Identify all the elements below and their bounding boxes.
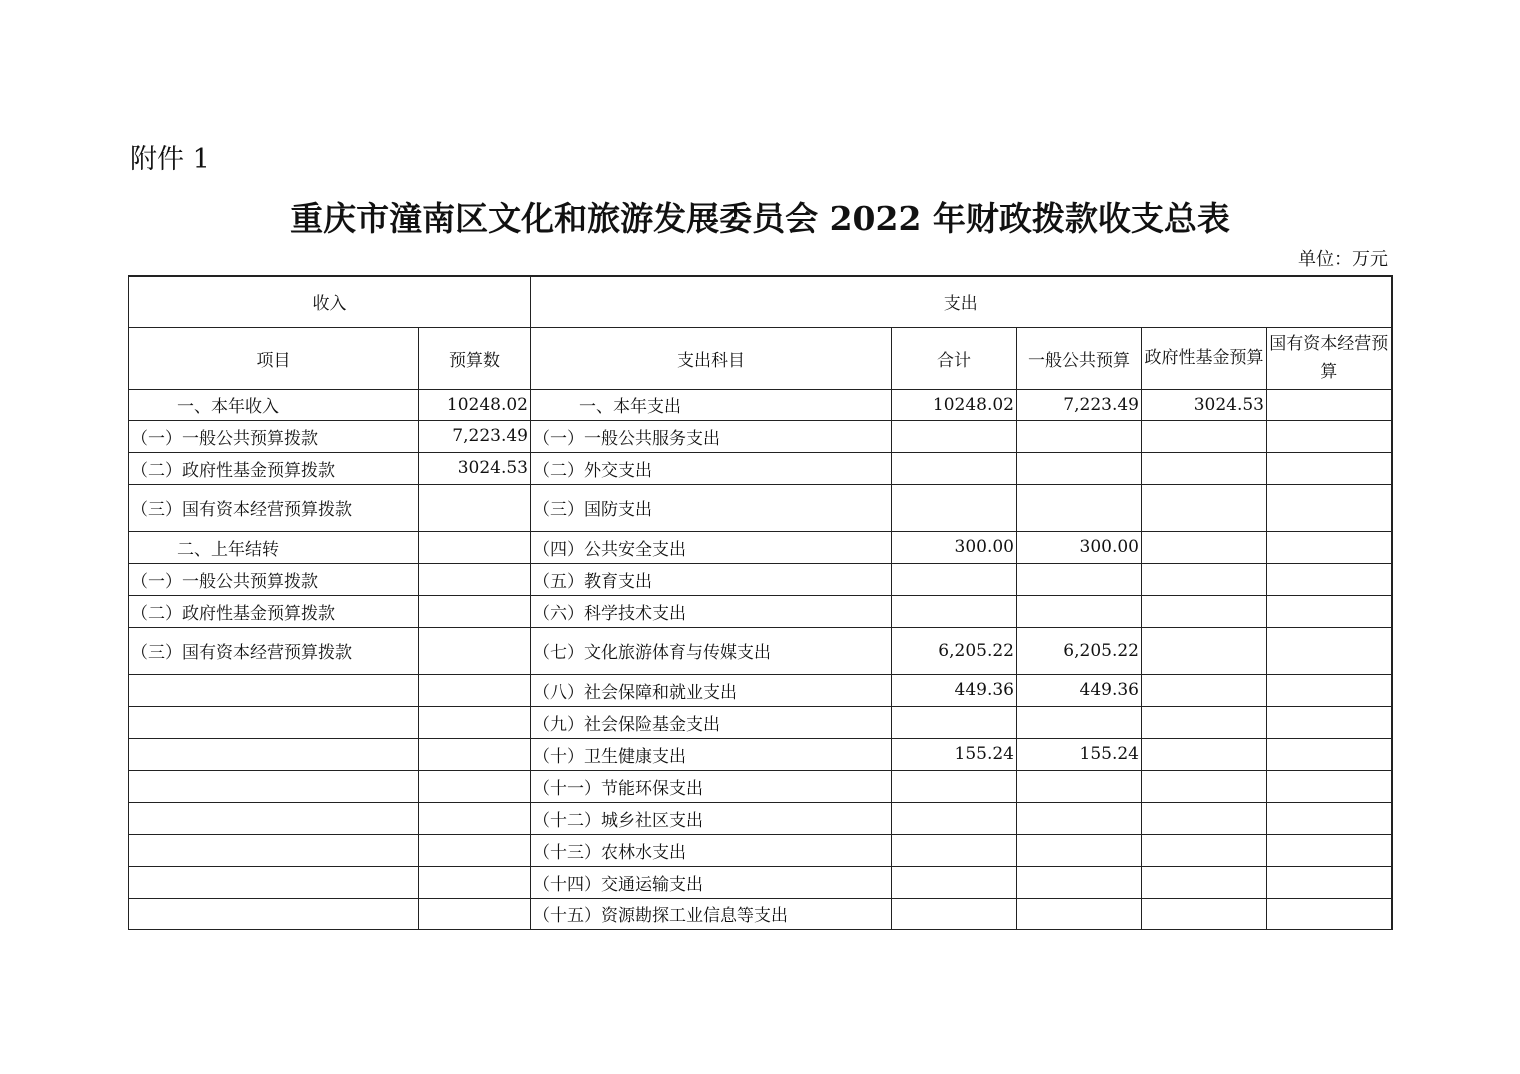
table-row	[129, 420, 1392, 452]
fund-budget-cell	[1142, 706, 1267, 738]
general-budget-cell	[1017, 834, 1142, 866]
income-budget-cell	[419, 802, 531, 834]
fund-budget-cell	[1142, 898, 1267, 929]
expense-subject-cell: （十二）城乡社区支出	[531, 802, 892, 834]
income-budget-cell	[419, 898, 531, 929]
income-budget-cell	[419, 563, 531, 595]
table-row	[129, 452, 1392, 484]
table-row	[129, 802, 1392, 834]
general-budget-cell	[1017, 452, 1142, 484]
table-row	[129, 563, 1392, 595]
income-budget-cell	[419, 770, 531, 802]
expense-subject-cell: （三）国防支出	[531, 484, 892, 531]
income-budget-cell: 3024.53	[419, 452, 531, 484]
expense-subject-cell: （九）社会保险基金支出	[531, 706, 892, 738]
fund-budget-cell	[1142, 595, 1267, 627]
column-header-expense-subject: 支出科目	[531, 327, 892, 389]
state-capital-budget-cell	[1267, 389, 1392, 420]
income-item-cell: （一）一般公共预算拨款	[129, 420, 419, 452]
expense-subject-cell: （十一）节能环保支出	[531, 770, 892, 802]
income-item-cell: （二）政府性基金预算拨款	[129, 595, 419, 627]
expense-subject-cell: （十）卫生健康支出	[531, 738, 892, 770]
state-capital-budget-cell	[1267, 627, 1392, 674]
table-row	[129, 674, 1392, 706]
income-item-cell	[129, 674, 419, 706]
general-budget-cell	[1017, 866, 1142, 898]
state-capital-budget-cell	[1267, 484, 1392, 531]
total-cell	[892, 866, 1017, 898]
total-cell: 449.36	[892, 674, 1017, 706]
expense-subject-cell: （七）文化旅游体育与传媒支出	[531, 627, 892, 674]
column-header-general-budget: 一般公共预算	[1017, 327, 1142, 389]
state-capital-budget-cell	[1267, 802, 1392, 834]
expense-subject-cell: （二）外交支出	[531, 452, 892, 484]
total-cell	[892, 563, 1017, 595]
fund-budget-cell	[1142, 484, 1267, 531]
general-budget-cell	[1017, 595, 1142, 627]
income-budget-cell: 7,223.49	[419, 420, 531, 452]
state-capital-budget-cell	[1267, 563, 1392, 595]
expense-subject-cell: （五）教育支出	[531, 563, 892, 595]
column-header-total: 合计	[892, 327, 1017, 389]
income-item-cell: （二）政府性基金预算拨款	[129, 452, 419, 484]
unit-label: 单位：万元	[1298, 249, 1388, 270]
total-cell	[892, 484, 1017, 531]
general-budget-cell: 7,223.49	[1017, 389, 1142, 420]
state-capital-budget-cell	[1267, 738, 1392, 770]
expense-subject-cell: 一、本年支出	[531, 389, 892, 420]
total-cell	[892, 420, 1017, 452]
budget-table	[128, 275, 1393, 930]
general-budget-cell	[1017, 563, 1142, 595]
total-cell: 6,205.22	[892, 627, 1017, 674]
column-header-budget: 预算数	[419, 327, 531, 389]
table-group-header-row	[129, 276, 1392, 327]
income-item-cell	[129, 770, 419, 802]
attachment-label: 附件 1	[130, 144, 210, 175]
state-capital-budget-cell	[1267, 452, 1392, 484]
general-budget-cell: 449.36	[1017, 674, 1142, 706]
income-item-cell	[129, 738, 419, 770]
total-cell	[892, 802, 1017, 834]
table-row	[129, 738, 1392, 770]
total-cell	[892, 706, 1017, 738]
fund-budget-cell	[1142, 531, 1267, 563]
income-budget-cell	[419, 674, 531, 706]
income-item-cell	[129, 898, 419, 929]
total-cell	[892, 452, 1017, 484]
total-cell	[892, 898, 1017, 929]
state-capital-budget-cell	[1267, 898, 1392, 929]
table-row	[129, 389, 1392, 420]
table-row	[129, 531, 1392, 563]
table-row	[129, 834, 1392, 866]
income-budget-cell	[419, 595, 531, 627]
total-cell: 300.00	[892, 531, 1017, 563]
table-row	[129, 898, 1392, 929]
state-capital-budget-cell	[1267, 595, 1392, 627]
state-capital-budget-cell	[1267, 770, 1392, 802]
expense-subject-cell: （八）社会保障和就业支出	[531, 674, 892, 706]
general-budget-cell: 300.00	[1017, 531, 1142, 563]
total-cell	[892, 770, 1017, 802]
fund-budget-cell	[1142, 563, 1267, 595]
column-header-item: 项目	[129, 327, 419, 389]
general-budget-cell: 155.24	[1017, 738, 1142, 770]
table-row	[129, 484, 1392, 531]
table-row	[129, 866, 1392, 898]
income-budget-cell	[419, 484, 531, 531]
income-item-cell	[129, 706, 419, 738]
income-budget-cell	[419, 866, 531, 898]
fund-budget-cell	[1142, 627, 1267, 674]
state-capital-budget-cell	[1267, 834, 1392, 866]
income-item-cell: 一、本年收入	[129, 389, 419, 420]
total-cell	[892, 834, 1017, 866]
expense-subject-cell: （十五）资源勘探工业信息等支出	[531, 898, 892, 929]
table-column-header-row	[129, 327, 1392, 389]
income-item-cell	[129, 834, 419, 866]
general-budget-cell	[1017, 706, 1142, 738]
general-budget-cell: 6,205.22	[1017, 627, 1142, 674]
expense-subject-cell: （六）科学技术支出	[531, 595, 892, 627]
expense-subject-cell: （四）公共安全支出	[531, 531, 892, 563]
income-item-cell: （一）一般公共预算拨款	[129, 563, 419, 595]
total-cell	[892, 595, 1017, 627]
page-title: 重庆市潼南区文化和旅游发展委员会 2022 年财政拨款收支总表	[290, 199, 1230, 238]
expense-subject-cell: （十四）交通运输支出	[531, 866, 892, 898]
table-row	[129, 627, 1392, 674]
expense-subject-cell: （一）一般公共服务支出	[531, 420, 892, 452]
income-budget-cell	[419, 834, 531, 866]
fund-budget-cell	[1142, 866, 1267, 898]
general-budget-cell	[1017, 898, 1142, 929]
expense-group-header: 支出	[531, 276, 1392, 327]
income-item-cell: （三）国有资本经营预算拨款	[129, 484, 419, 531]
income-budget-cell	[419, 706, 531, 738]
fund-budget-cell	[1142, 770, 1267, 802]
state-capital-budget-cell	[1267, 706, 1392, 738]
income-budget-cell	[419, 531, 531, 563]
income-group-header: 收入	[129, 276, 531, 327]
fund-budget-cell	[1142, 452, 1267, 484]
fund-budget-cell	[1142, 420, 1267, 452]
general-budget-cell	[1017, 770, 1142, 802]
general-budget-cell	[1017, 484, 1142, 531]
general-budget-cell	[1017, 420, 1142, 452]
state-capital-budget-cell	[1267, 674, 1392, 706]
income-budget-cell	[419, 738, 531, 770]
table-row	[129, 706, 1392, 738]
fund-budget-cell	[1142, 802, 1267, 834]
income-item-cell: （三）国有资本经营预算拨款	[129, 627, 419, 674]
state-capital-budget-cell	[1267, 866, 1392, 898]
state-capital-budget-cell	[1267, 531, 1392, 563]
fund-budget-cell	[1142, 738, 1267, 770]
income-item-cell	[129, 866, 419, 898]
general-budget-cell	[1017, 802, 1142, 834]
income-item-cell	[129, 802, 419, 834]
state-capital-budget-cell	[1267, 420, 1392, 452]
fund-budget-cell: 3024.53	[1142, 389, 1267, 420]
total-cell: 10248.02	[892, 389, 1017, 420]
income-budget-cell: 10248.02	[419, 389, 531, 420]
fund-budget-cell	[1142, 834, 1267, 866]
table-row	[129, 595, 1392, 627]
column-header-fund-budget: 政府性基金预算	[1142, 327, 1267, 389]
fund-budget-cell	[1142, 674, 1267, 706]
income-item-cell: 二、上年结转	[129, 531, 419, 563]
expense-subject-cell: （十三）农林水支出	[531, 834, 892, 866]
table-row	[129, 770, 1392, 802]
income-budget-cell	[419, 627, 531, 674]
total-cell: 155.24	[892, 738, 1017, 770]
column-header-state-capital-budget: 国有资本经营预算	[1267, 327, 1392, 389]
